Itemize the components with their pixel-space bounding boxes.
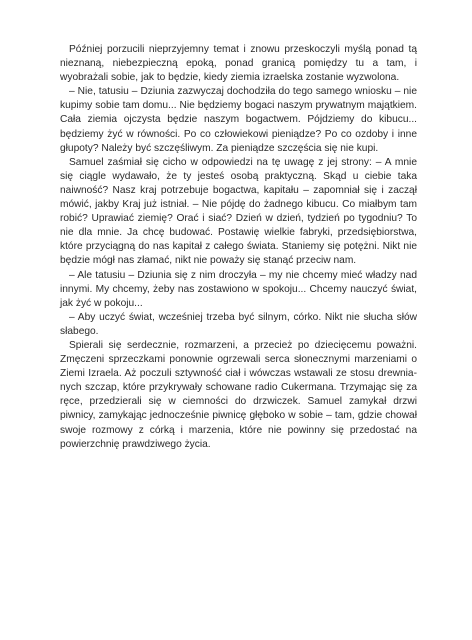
paragraph: Spierali się serdecznie, rozmarzeni, a przecież po dziecięcemu poważni. Zmęczeni sprzeczkami ponownie ogrzewali serca słonecznymi marzeniami o Ziemi Izraela. Aż poczuli sztywność ciał i wówczas wstawali ze stosu drewnianych szczap, które przykrywały schowane radio Cukermana. Trzymając się za ręce, przedzierali się w ciemności do drzwiczek. Samuel zamykał drzwi piwnicy, zamykając jednocześnie piwnicę głęboko w sobie – tam, gdzie chował swoje rozmowy z córką i marzenia, które nie powinny się przedostać na powierzchnię prawdziwego życia.: [60, 339, 417, 450]
paragraph: Później porzucili nieprzyjemny temat i znowu przeskoczyli myślą ponad tą nieznaną, niebezpieczną epoką, ponad granicą pomiędzy tu a tam, i wyobrażali sobie, jak to będzie, kiedy ziemia izraelska zostanie wyzwolona.: [60, 44, 417, 84]
paragraph: – Ale tatusiu – Dziunia się z nim droczyła – my nie chcemy mieć władzy nad innymi. My chcemy, żeby nas zostawiono w spokoju... Chcemy nauczyć świat, jak żyć w pokoju...: [60, 269, 417, 309]
paragraph: – Aby uczyć świat, wcześniej trzeba być silnym, córko. Nikt nie słucha słów słabego.: [60, 311, 417, 337]
paragraph: – Nie, tatusiu – Dziunia zazwyczaj dochodziła do tego samego wniosku – nie kupimy sobie tam domu... Nie będziemy bogaci naszym prywatnym majątkiem. Cała ziemia ojczysta będzie naszym bogactwem. Pójdziemy do kibucu... będziemy żyć w równości. Po co człowiekowi pieniądze? Po co ozdoby i inne głupoty? Należy być szczęśliwym. Za pieniądze szczęścia się nie kupi.: [60, 86, 417, 154]
paragraph: Samuel zaśmiał się cicho w odpowiedzi na tę uwagę z jej strony: – A mnie się ciągle wydawało, że ty jesteś osobą praktyczną. Skąd u ciebie taka naiwność? Nasz kraj potrzebuje bogactwa, kapitału – zapomniał się i zaczął mówić, jakby Kraj już istniał. – Nie pójdę do żadnego kibucu. Co miałbym tam robić? Uprawiać ziemię? Orać i siać? Dzień w dzień, tydzień po tygodniu? To nie dla mnie. Ja chcę budować. Postawię wielkie fabryki, przedsiębiorstwa, które przyciągną do nas kapitał z całego świata. Staniemy się potężni. Nikt nie będzie mógł nas złamać, nikt nie poważy się stanąć przeciw nam.: [60, 156, 417, 267]
body-text: [60, 43, 417, 452]
